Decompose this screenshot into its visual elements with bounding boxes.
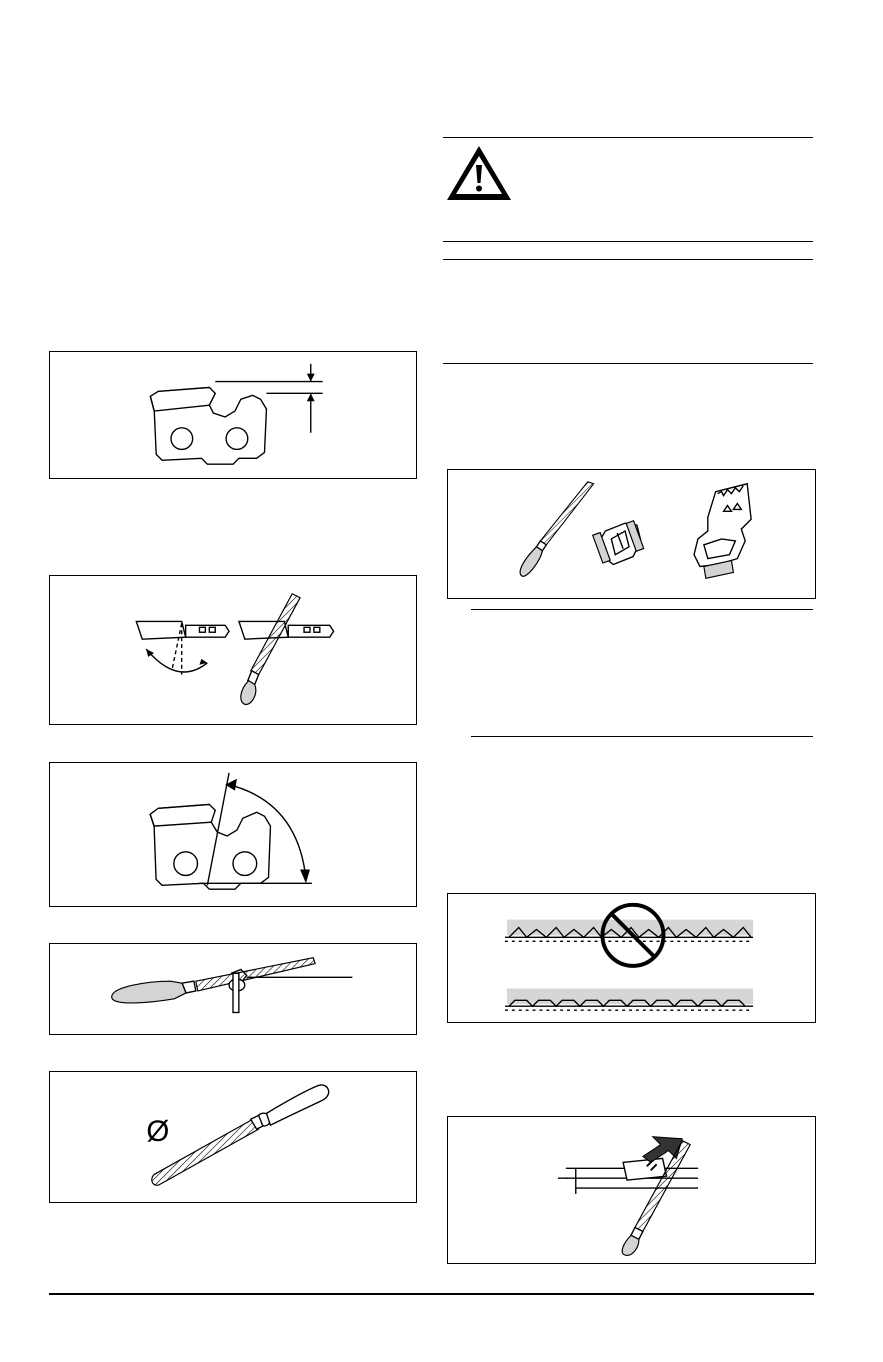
- figure-filing-angle: [49, 575, 417, 725]
- figure-cutting-angle: [49, 762, 417, 907]
- no-entry-icon: [602, 905, 663, 966]
- file-direction-icon: [448, 1117, 815, 1263]
- warning-bottom-rule: [443, 241, 813, 242]
- filing-angle-icon: [50, 576, 416, 724]
- tip-bottom-rule: [471, 736, 813, 737]
- diameter-symbol: Ø: [146, 1114, 170, 1148]
- figure-sharpening-tools: [447, 469, 816, 599]
- round-file-icon: [50, 1072, 416, 1202]
- cutter-depth-gauge-icon: [50, 352, 416, 478]
- file-holder-icon: [50, 944, 416, 1034]
- sharpening-tools-icon: [448, 470, 815, 598]
- note-bottom-rule: [443, 363, 813, 364]
- chain-comparison-icon: [448, 894, 815, 1022]
- figure-file-direction: [447, 1116, 816, 1264]
- figure-depth-gauge: [49, 351, 417, 479]
- warning-top-rule: [443, 137, 813, 138]
- note-top-rule: [443, 259, 813, 260]
- figure-file-diameter: [49, 1071, 417, 1203]
- figure-file-holder: [49, 943, 417, 1035]
- footer-rule: [49, 1293, 814, 1295]
- tip-top-rule: [471, 609, 813, 610]
- warning-triangle-icon: [444, 143, 514, 203]
- cutting-angle-icon: [50, 763, 416, 906]
- figure-chain-comparison: [447, 893, 816, 1023]
